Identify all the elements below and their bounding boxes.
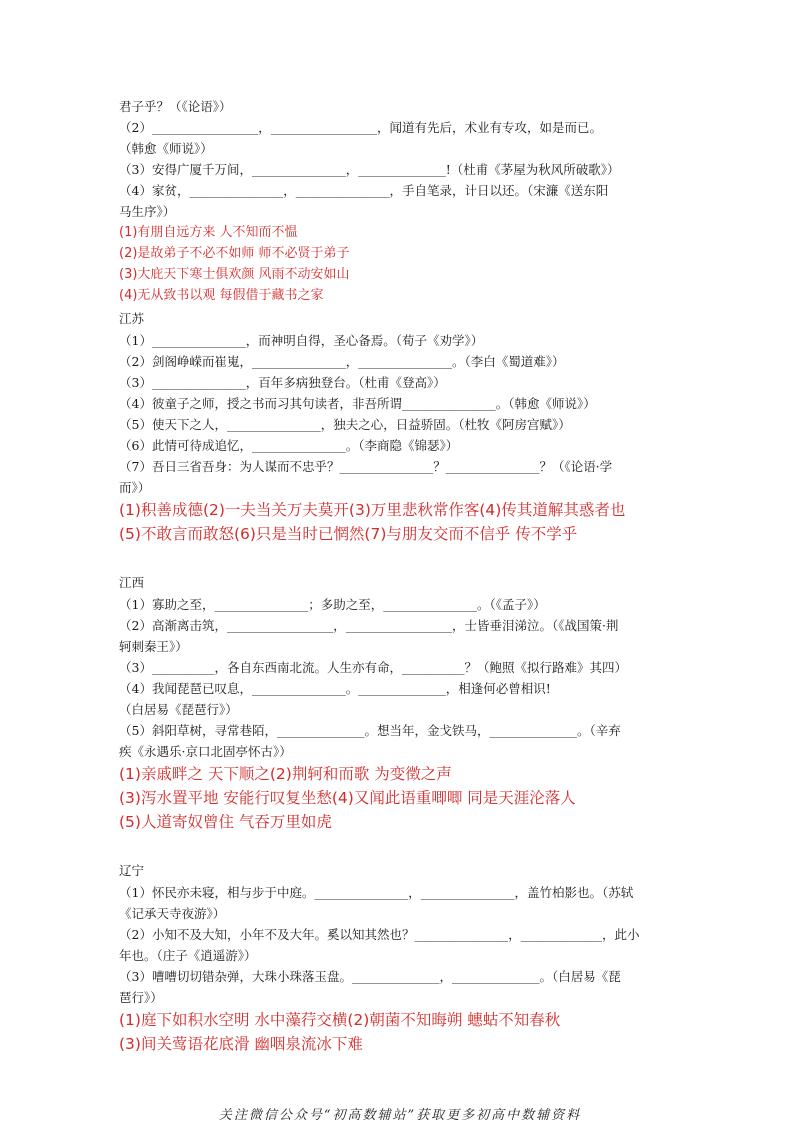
question-line: （5）使天下之人，_______________，独夫之心，日益骄固。（杜牧《阿房宫赋》） (119, 417, 571, 432)
spacer (119, 546, 689, 570)
spacer (119, 834, 689, 858)
question-line: 轲刺秦王》） (119, 639, 188, 654)
question-line: （2）小知不及大知，小年不及大年。奚以知其然也？_______________，_____________，此小 (119, 927, 640, 942)
question-line: （3）安得广厦千万间，_______________，______________!（杜甫《茅屋为秋风所破歌》） (119, 162, 620, 177)
question-line: 琶行》） (119, 990, 163, 1005)
document-page (119, 96, 689, 1056)
answer-line: (2)是故弟子不必不如师 师不必贤于弟子 (119, 246, 350, 261)
question-line: （4）家贫，_______________，_______________，手自笔录，计日以还。（宋濂《送东阳 (119, 183, 609, 198)
question-line: 君子乎？（《论语》） (119, 99, 232, 114)
question-line: 而》） (119, 480, 151, 495)
question-line: （3）__________，各自东西南北流。人生亦有命，__________？（鲍照《拟行路难》其四） (119, 660, 627, 675)
question-line: （1）寡助之至，_______________；多助之至，_______________。（《孟子》） (119, 597, 546, 612)
answer-line: (1)亲戚畔之 天下顺之(2)荆轲和而歌 为变徵之声 (119, 765, 452, 783)
answer-line: (1)有朋自远方来 人不知而不愠 (119, 225, 298, 240)
question-line: （4）彼童子之师，授之书而习其句读者，非吾所谓_______________。（韩愈《师说》） (119, 396, 596, 411)
answer-line: (5)人道寄奴曾住 气吞万里如虎 (119, 813, 332, 831)
question-line: （1）怀民亦未寝，相与步于中庭。_______________，_______________，盖竹柏影也。（苏轼 (119, 885, 634, 900)
answer-line: (3)泻水置平地 安能行叹复坐愁(4)又闻此语重唧唧 同是天涯沦落人 (119, 789, 576, 807)
region-heading: 辽宁 (119, 863, 145, 878)
region-heading: 江西 (119, 575, 145, 590)
question-line: （2）高渐离击筑，_________________，_________________，士皆垂泪涕泣。（《战国策·荆 (119, 618, 619, 633)
question-line: （2）_________________，_________________，闻道有先后，术业有专攻，如是而已。 (119, 120, 602, 135)
question-line: 马生序》） (119, 204, 176, 219)
question-line: （2）剑阁峥嵘而崔嵬，_______________，_______________。（李白《蜀道难》） (119, 354, 565, 369)
question-line: （白居易《琵琶行》） (119, 702, 238, 717)
question-line: 《记承天寺夜游》） (119, 906, 226, 921)
question-line: （6）此情可待成追忆，_______________。（李商隐《锦瑟》） (119, 438, 459, 453)
answer-line: (1)庭下如积水空明 水中藻荇交横(2)朝菌不知晦朔 蟪蛄不知春秋 (119, 1011, 561, 1029)
section-jiangxi (119, 572, 689, 834)
question-line: （3）_______________，百年多病独登台。（杜甫《登高》） (119, 375, 446, 390)
question-line: （韩愈《师说》） (119, 141, 213, 156)
question-line: （7）吾日三省吾身：为人谋而不忠乎？_______________？_______________？（《论语·学 (119, 459, 613, 474)
section-continued (119, 96, 689, 306)
page-footer: 关注微信公众号“初高数辅站”获取更多初高中数辅资料 (218, 1108, 582, 1123)
question-line: （5）斜阳草树，寻常巷陌，______________。想当年，金戈铁马，______________。（辛弃 (119, 723, 621, 738)
section-jiangsu (119, 308, 689, 546)
question-line: （4）我闻琵琶已叹息，_______________。______________，相逢何必曾相识! (119, 681, 551, 696)
question-line: （3）嘈嘈切切错杂弹，大珠小珠落玉盘。______________，______________。（白居易《琵 (119, 969, 621, 984)
question-line: 疾《永遇乐·京口北固亭怀古》） (119, 744, 292, 759)
section-liaoning (119, 860, 689, 1056)
answer-line: (3)大庇天下寒士俱欢颜 风雨不动安如山 (119, 267, 350, 282)
question-line: 年也。（庄子《逍遥游》） (119, 948, 257, 963)
answer-line: (3)间关莺语花底滑 幽咽泉流冰下难 (119, 1035, 363, 1053)
answer-line: (4)无从致书以观 每假借于藏书之家 (119, 288, 324, 303)
answer-line: (1)积善成德(2)一夫当关万夫莫开(3)万里悲秋常作客(4)传其道解其惑者也 (119, 501, 626, 519)
question-line: （1）_______________，而神明自得，圣心备焉。（荀子《劝学》） (119, 333, 484, 348)
answer-line: (5)不敢言而敢怒(6)只是当时已惘然(7)与朋友交而不信乎 传不学乎 (119, 525, 578, 543)
region-heading: 江苏 (119, 311, 145, 326)
